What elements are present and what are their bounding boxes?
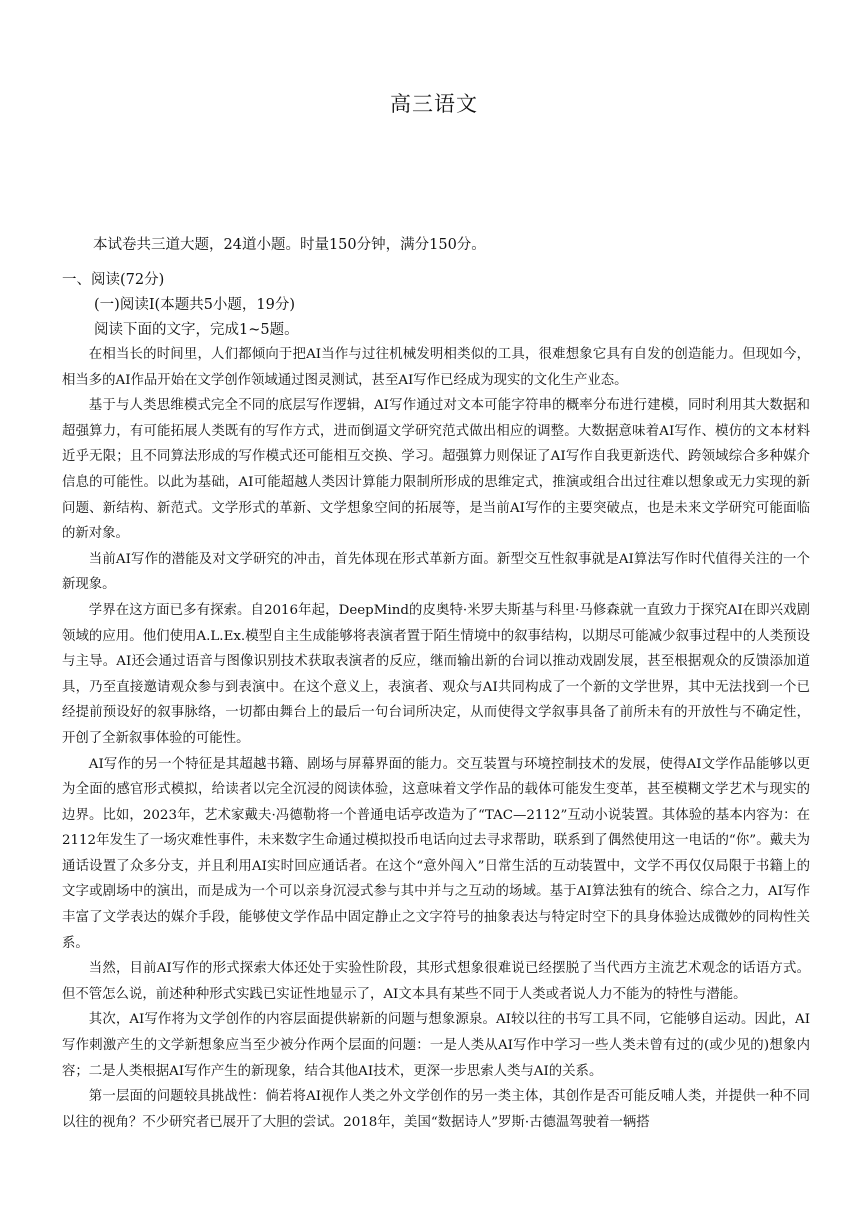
passage-paragraph: 基于与人类思维模式完全不同的底层写作逻辑，AI写作通过对文本可能字符串的概率分布进行建模，同时利用其大数据和超强算力，有可能拓展人类既有的写作方式，进而倒逼文学研究范式做出相应的调整。大数据意味着AI写作、模仿的文本材料近乎无限；且不同算法形成的写作模式还可能相互交换、学习。超强算力则保证了AI写作自我更新迭代、跨领域综合多种媒介信息的可能性。以此为基础，AI可能超越人类因计算能力限制所形成的思维定式，推演或组合出过往难以想象或无力实现的新问题、新结构、新范式。文学形式的革新、文学想象空间的拓展等，是当前AI写作的主要突破点，也是未来文学研究可能面临的新对象。 [62,398,810,542]
passage-paragraph: 当然，目前AI写作的形式探索大体还处于实验性阶段，其形式想象很难说已经摆脱了当代西方主流艺术观念的话语方式。但不管怎么说，前述种种形式实践已实证性地显示了，AI文本具有某些不同于人类或者说人力不能为的特性与潜能。 [62,961,810,1002]
passage-paragraph: AI写作的另一个特征是其超越书籍、剧场与屏幕界面的能力。交互装置与环境控制技术的发展，使得AI文学作品能够以更为全面的感官形式模拟，给读者以完全沉浸的阅读体验，这意味着文学作品的载体可能发生变革，甚至模糊文学艺术与现实的边界。比如，2023年，艺术家戴夫·冯德勒将一个普通电话亭改造为了“TAC—2112”互动小说装置。其体验的基本内容为：在2112年发生了一场灾难性事件，未来数字生命通过模拟投币电话向过去寻求帮助，联系到了偶然使用这一电话的“你”。戴夫为通话设置了众多分支，并且利用AI实时回应通话者。在这个“意外闯入”日常生活的互动装置中，文学不再仅仅局限于书籍上的文字或剧场中的演出，而是成为一个可以亲身沉浸式参与其中并与之互动的场域。基于AI算法独有的统合、综合之力，AI写作丰富了文学表达的媒介手段，能够使文学作品中固定静止之文字符号的抽象表达与特定时空下的具身体验达成微妙的同构性关系。 [62,756,810,951]
passage-paragraph: 在相当长的时间里，人们都倾向于把AI当作与过往机械发明相类似的工具，很难想象它具有自发的创造能力。但现如今，相当多的AI作品开始在文学创作领域通过图灵测试，甚至AI写作已经成为现实的文化生产业态。 [62,347,810,388]
reading-passage [62,342,810,1135]
section-subheading: (一)阅读Ⅰ(本题共5小题，19分) [94,297,296,313]
passage-paragraph: 第一层面的问题较具挑战性：倘若将AI视作人类之外文学创作的另一类主体，其创作是否可能反哺人类，并提供一种不同以往的视角？不少研究者已展开了大胆的尝试。2018年，美国“数据诗人”罗斯·古德温驾驶着一辆搭 [62,1089,810,1130]
passage-paragraph: 学界在这方面已多有探索。自2016年起，DeepMind的皮奥特·米罗夫斯基与科里·马修森就一直致力于探究AI在即兴戏剧领域的应用。他们使用A.L.Ex.模型自主生成能够将表演者置于陌生情境中的叙事结构，以期尽可能减少叙事过程中的人类预设与主导。AI还会通过语音与图像识别技术获取表演者的反应，继而输出新的台词以推动戏剧发展，甚至根据观众的反馈添加道具，乃至直接邀请观众参与到表演中。在这个意义上，表演者、观众与AI共同构成了一个新的文学世界，其中无法找到一个已经提前预设好的叙事脉络，一切都由舞台上的最后一句台词所决定，从而使得文学叙事具备了前所未有的开放性与不确定性，开创了全新叙事体验的可能性。 [62,602,810,746]
section-heading: 一、阅读(72分) [62,272,165,288]
reading-instruction: 阅读下面的文字，完成1~5题。 [94,322,299,338]
page-title: 高三语文 [390,92,478,116]
passage-paragraph: 当前AI写作的潜能及对文学研究的冲击，首先体现在形式革新方面。新型交互性叙事就是AI算法写作时代值得关注的一个新现象。 [62,551,810,593]
exam-intro: 本试卷共三道大题，24道小题。时量150分钟，满分150分。 [93,237,486,253]
passage-paragraph: 其次，AI写作将为文学创作的内容层面提供崭新的问题与想象源泉。AI较以往的书写工具不同，它能够自运动。因此，AI写作刺激产生的文学新想象应当至少被分作两个层面的问题：一是人类从AI写作中学习一些人类未曾有过的(或少见的)想象内容；二是人类根据AI写作产生的新现象，结合其他AI技术，更深一步思索人类与AI的关系。 [62,1012,810,1079]
